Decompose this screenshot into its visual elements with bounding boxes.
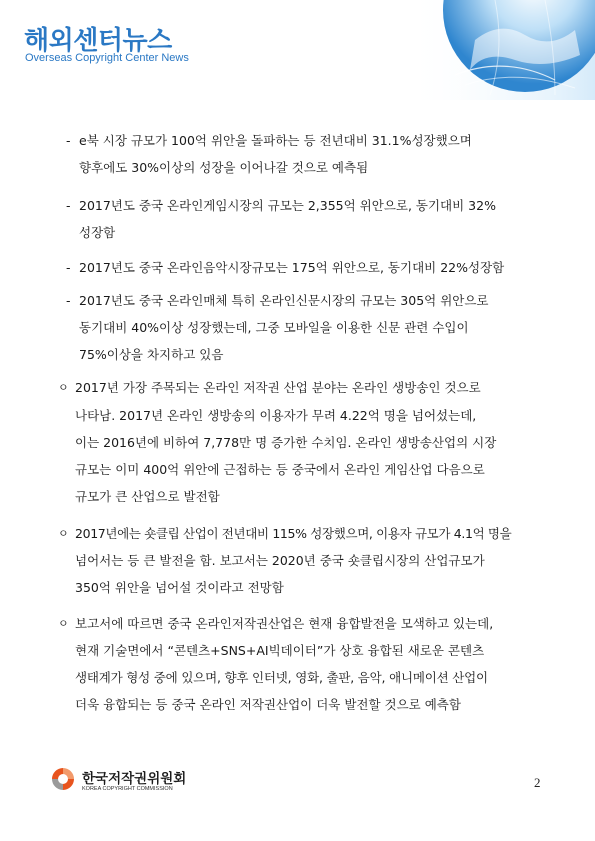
text-line: 향후에도 30%이상의 성장을 이어나갈 것으로 예측됨 bbox=[79, 160, 369, 175]
page-title: 해외센터뉴스 bbox=[24, 26, 172, 56]
text-line: 넘어서는 등 큰 발전을 함. 보고서는 2020년 중국 숏클립시장의 산업규모가 bbox=[75, 553, 485, 568]
text-line: 규모는 이미 400억 위안에 근접하는 등 중국에서 온라인 게임산업 다음으로 bbox=[75, 462, 485, 477]
globe-icon bbox=[405, 0, 595, 100]
circle-marker: ㅇ bbox=[58, 527, 69, 540]
text-line: 보고서에 따르면 중국 온라인저작권산업은 현재 융합발전을 모색하고 있는데, bbox=[75, 616, 494, 631]
text-line: 2017년도 중국 온라인게임시장의 규모는 2,355억 위안으로, 동기대비 32% bbox=[79, 198, 496, 213]
circle-marker: ㅇ bbox=[58, 617, 69, 630]
dash-marker: - bbox=[66, 198, 71, 213]
text-line: 이는 2016년에 비하여 7,778만 명 증가한 수치임. 온라인 생방송산업의 시장 bbox=[75, 435, 497, 450]
text-line: 나타남. 2017년 온라인 생방송의 이용자가 무려 4.22억 명을 넘어섰는데, bbox=[75, 408, 477, 423]
text-line: 성장함 bbox=[79, 225, 116, 240]
copyright-commission-logo-icon bbox=[50, 766, 76, 792]
text-line: 생태계가 형성 중에 있으며, 향후 인터넷, 영화, 출판, 음악, 애니메이션 산업이 bbox=[75, 670, 488, 685]
dash-marker: - bbox=[66, 133, 71, 148]
page-number: 2 bbox=[534, 775, 541, 790]
organization-name: 한국저작권위원회 bbox=[82, 771, 187, 787]
text-line: e북 시장 규모가 100억 위안을 돌파하는 등 전년대비 31.1%성장했으며 bbox=[79, 133, 472, 148]
text-line: 2017년도 중국 온라인음악시장규모는 175억 위안으로, 동기대비 22%성장함 bbox=[79, 260, 505, 275]
organization-name-english: KOREA COPYRIGHT COMMISSION bbox=[82, 786, 173, 792]
text-line: 더욱 융합되는 등 중국 온라인 저작권산업이 더욱 발전할 것으로 예측함 bbox=[75, 697, 461, 712]
text-line: 규모가 큰 산업으로 발전함 bbox=[75, 489, 220, 504]
text-line: 2017년에는 숏클립 산업이 전년대비 115% 성장했으며, 이용자 규모가 4.1억 명을 bbox=[75, 526, 512, 541]
dash-marker: - bbox=[66, 293, 71, 308]
circle-marker: ㅇ bbox=[58, 381, 69, 394]
dash-marker: - bbox=[66, 260, 71, 275]
text-line: 현재 기술면에서 “콘텐츠+SNS+AI빅데이터”가 상호 융합된 새로운 콘텐츠 bbox=[75, 643, 485, 658]
page-subtitle: Overseas Copyright Center News bbox=[25, 52, 189, 64]
text-line: 2017년도 중국 온라인매체 특히 온라인신문시장의 규모는 305억 위안으로 bbox=[79, 293, 489, 308]
text-line: 2017년 가장 주목되는 온라인 저작권 산업 분야는 온라인 생방송인 것으로 bbox=[75, 380, 481, 395]
text-line: 75%이상을 차지하고 있음 bbox=[79, 347, 224, 362]
text-line: 동기대비 40%이상 성장했는데, 그중 모바일을 이용한 신문 관련 수입이 bbox=[79, 320, 469, 335]
page-header bbox=[0, 0, 595, 100]
text-line: 350억 위안을 넘어설 것이라고 전망함 bbox=[75, 580, 284, 595]
